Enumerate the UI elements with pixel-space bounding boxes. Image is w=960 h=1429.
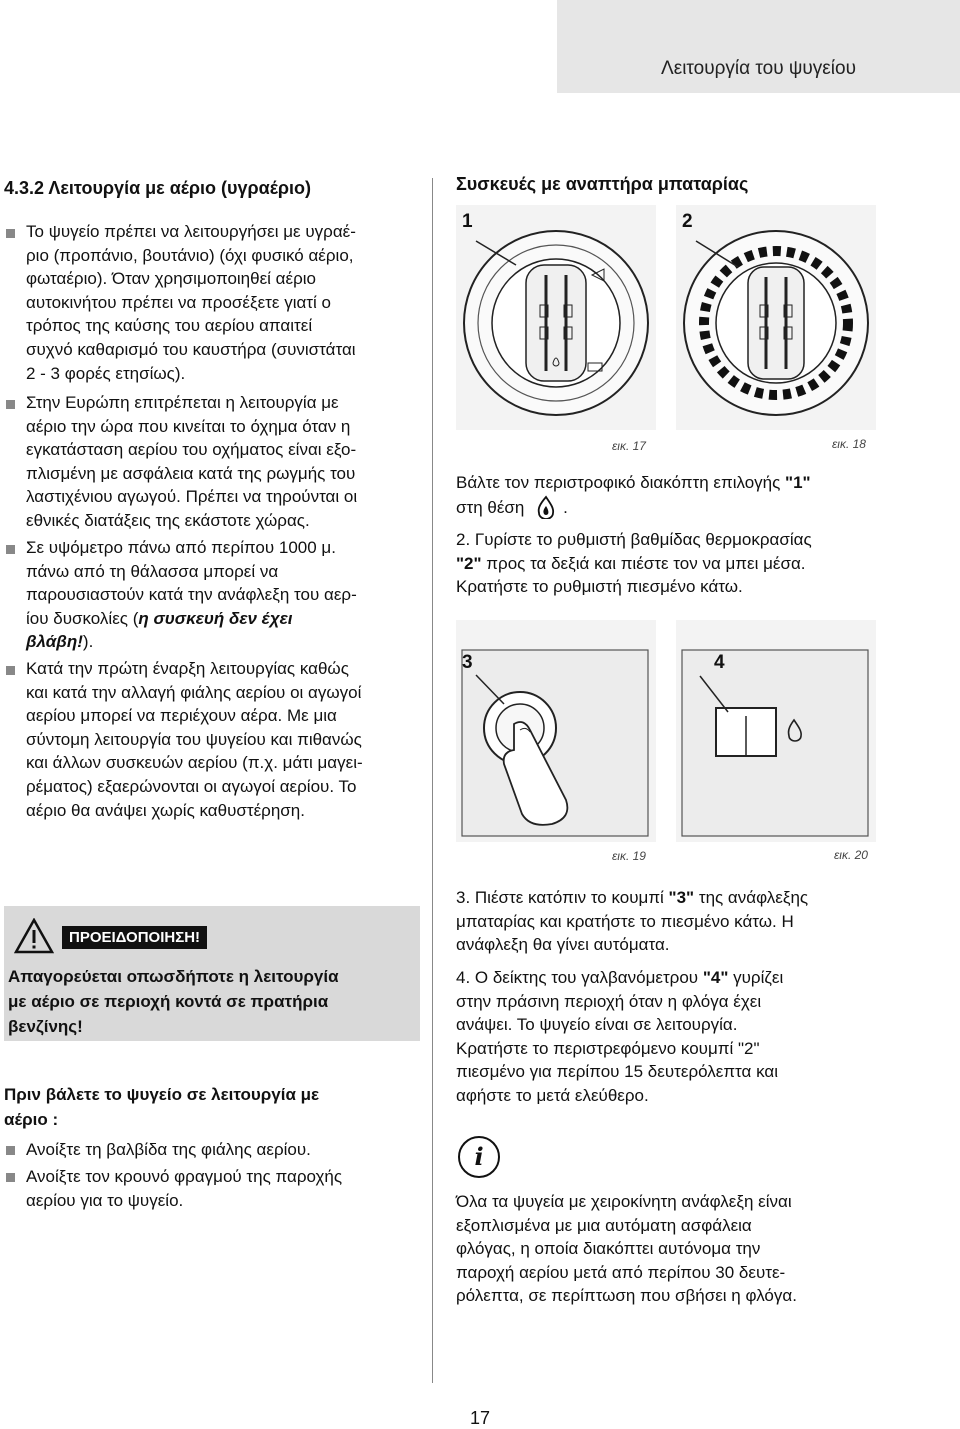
text-line <box>456 966 876 990</box>
text-line: Στην Ευρώπη επιτρέπεται η λειτουργία με <box>26 393 339 412</box>
text-line: τρόπος της καύσης του αερίου απαιτεί <box>26 316 313 336</box>
text-line: εθνικές διατάξεις της εκάστοτε χώρας. <box>26 510 310 530</box>
text-line: φλόγας, η οποία διακόπτει αυτόνομα την <box>456 1239 761 1259</box>
text-line: παροχή αερίου μετά από περίπου 30 δευτε- <box>456 1262 786 1282</box>
text-line: και κατά την αλλαγή φιάλης αερίου οι αγωγοί <box>26 682 362 702</box>
text-line: στην πράσινη περιοχή όταν η φλόγα έχει <box>456 991 762 1011</box>
temperature-knob-illustration <box>676 205 876 430</box>
figure-label: 3 <box>462 652 473 673</box>
emphasis-text: "1" <box>785 473 811 492</box>
caption-figure-18: εικ. 18 <box>832 437 866 451</box>
paragraph-bullet3 <box>26 536 426 654</box>
bullet-marker <box>6 400 15 409</box>
step3-text <box>456 886 876 957</box>
section-title-battery: Συσκευές με αναπτήρα μπαταρίας <box>456 174 749 194</box>
text-span: Βάλτε τον περιστροφικό διακόπτη επιλογής <box>456 473 786 492</box>
text-line <box>456 886 876 910</box>
caption-figure-19: εικ. 19 <box>612 849 646 863</box>
text-line: Όλα τα ψυγεία με χειροκίνητη ανάφλεξη είναι <box>456 1192 792 1211</box>
text-line: αφήστε το μετά ελεύθερο. <box>456 1085 649 1105</box>
text-span: προς τα δεξιά και πιέστε τον να μπει μέσα. <box>481 553 806 573</box>
text-line: λαστιχένιου αγωγού. Πρέπει να τηρούνται οι <box>26 487 358 507</box>
text-line: ανάφλεξη θα γίνει αυτόματα. <box>456 935 670 955</box>
info-icon <box>456 1134 502 1180</box>
step1-text <box>456 471 876 519</box>
section-title-gas: 4.3.2 Λειτουργία με αέριο (υγραέριο) <box>4 178 311 198</box>
figure-label: 1 <box>462 211 473 232</box>
paragraph-bullet2 <box>26 391 426 533</box>
paragraph-bullet4 <box>26 657 426 822</box>
bullet-marker <box>6 666 15 675</box>
text-line: εγκατάσταση αερίου του οχήματος είναι εξο- <box>26 440 357 460</box>
text-line: ριο (προπάνιο, βουτάνιο) (όχι φυσικό αέριο, <box>26 245 354 265</box>
text-span: της ανάφλεξης <box>694 888 809 907</box>
text-line: ανάψει. Το ψυγείο είναι σε λειτουργία. <box>456 1015 738 1035</box>
text-line: αέριο θα ανάψει χωρίς καθυστέρηση. <box>26 800 305 820</box>
text-line: 2 - 3 φορές ετησίως). <box>26 363 186 383</box>
bullet-marker <box>6 229 15 238</box>
column-divider <box>432 178 433 1383</box>
bullet-marker <box>6 1173 15 1182</box>
warning-box <box>4 906 420 1041</box>
paragraph-bullet1 <box>26 220 426 385</box>
info-note <box>456 1190 876 1308</box>
figure-20 <box>676 620 876 842</box>
before-bullet1: Ανοίξτε τη βαλβίδα της φιάλης αερίου. <box>26 1140 311 1159</box>
figure-label: 2 <box>682 211 693 232</box>
text-line <box>26 630 426 654</box>
text-span: ίου δυσκολίες ( <box>26 608 139 628</box>
page-number: 17 <box>469 1408 491 1428</box>
text-line: αερίου μπορεί να περιέχουν αέρα. Με μια <box>26 706 337 726</box>
step4-text <box>456 966 876 1108</box>
text-line: αέριο την ώρα που κινείται το όχημα όταν η <box>26 416 351 436</box>
before-operation-title <box>4 1082 424 1132</box>
text-line: παρουσιαστούν κατά την ανάφλεξη του αερ- <box>26 585 357 605</box>
ignition-button-illustration <box>456 620 656 842</box>
text-line <box>456 471 876 495</box>
text-line: πλισμένη με ασφάλεια κατά της ρωγμής του <box>26 463 356 483</box>
text-line: ρόλεπτα, σε περίπτωση που σβήσει η φλόγα. <box>456 1286 797 1306</box>
text-line: συχνό καθαρισμό του καυστήρα (συνιστάται <box>26 339 356 359</box>
text-line: Κρατήστε το ρυθμιστή πιεσμένο κάτω. <box>456 577 743 597</box>
text-line: 2. Γυρίστε το ρυθμιστή βαθμίδας θερμοκρασίας <box>456 530 812 549</box>
text-line: Πριν βάλετε το ψυγείο σε λειτουργία με <box>4 1085 320 1104</box>
text-line: φωταέριο). Όταν χρησιμοποιηθεί αέριο <box>26 269 316 289</box>
text-line: Απαγορεύεται οπωσδήποτε η λειτουργία <box>8 967 339 986</box>
figure-label: 4 <box>714 652 725 673</box>
bullet-marker <box>6 545 15 554</box>
text-line: ρέματος) εξαερώνονται οι αγωγοί αερίου. Το <box>26 776 357 796</box>
selector-knob-illustration <box>456 205 656 430</box>
caption-figure-20: εικ. 20 <box>834 848 868 862</box>
text-line: Κρατήστε το περιστρεφόμενο κουμπί "2" <box>456 1038 760 1058</box>
step2-text <box>456 528 886 599</box>
warning-badge: ΠΡΟΕΙΔΟΠΟΙΗΣΗ! <box>62 926 207 949</box>
text-line: με αέριο σε περιοχή κοντά σε πρατήρια <box>8 992 329 1011</box>
emphasis-text: "2" <box>456 553 482 573</box>
emphasis-text: "4" <box>702 968 729 987</box>
text-line: Ανοίξτε τον κρουνό φραγμού της παροχής <box>26 1167 343 1186</box>
text-line: αερίου για το ψυγείο. <box>26 1190 184 1210</box>
text-line: Σε υψόμετρο πάνω από περίπου 1000 μ. <box>26 538 336 557</box>
figure-17 <box>456 205 656 430</box>
header-title: Λειτουργία του ψυγείου <box>661 58 856 79</box>
text-line: μπαταρίας και κρατήστε το πιεσμένο κάτω. Η <box>456 911 794 931</box>
text-line: πιεσμένο για περίπου 15 δευτερόλεπτα και <box>456 1062 778 1082</box>
svg-text:i: i <box>474 1142 484 1171</box>
text-line <box>456 552 886 576</box>
text-span: ). <box>82 632 94 652</box>
text-line: βενζίνης! <box>8 1017 83 1036</box>
caption-figure-17: εικ. 17 <box>612 439 646 453</box>
text-line: πάνω από τη θάλασσα μπορεί να <box>26 561 279 581</box>
galvanometer-illustration <box>676 620 876 842</box>
flame-icon <box>529 495 563 519</box>
emphasis-text: η συσκευή δεν έχει <box>138 608 293 628</box>
text-line <box>26 607 426 631</box>
text-line <box>456 495 876 520</box>
emphasis-text: "3" <box>668 888 695 907</box>
header-box <box>557 0 960 93</box>
emphasis-text: βλάβη! <box>26 632 83 652</box>
text-line: αέριο : <box>4 1110 59 1129</box>
text-span: 4. Ο δείκτης του γαλβανόμετρου <box>456 968 703 987</box>
text-line: και άλλων συσκευών αερίου (π.χ. μάτι μαγει- <box>26 753 363 773</box>
text-line: εξοπλισμένα με μια αυτόματη ασφάλεια <box>456 1215 752 1235</box>
text-span: 3. Πιέστε κατόπιν το κουμπί <box>456 888 669 907</box>
figure-19 <box>456 620 656 842</box>
text-span: . <box>563 497 568 517</box>
warning-triangle-icon <box>14 918 54 954</box>
bullet-marker <box>6 1146 15 1155</box>
text-line: αυτοκινήτου πρέπει να προσέξετε γιατί ο <box>26 292 331 312</box>
text-span: γυρίζει <box>728 968 784 987</box>
warning-text <box>8 964 413 1039</box>
figure-18 <box>676 205 876 430</box>
text-line: Το ψυγείο πρέπει να λειτουργήσει με υγραέ- <box>26 222 356 241</box>
text-line: σύντομη λειτουργία του ψυγείου και πιθανώς <box>26 729 362 749</box>
text-line: Κατά την πρώτη έναρξη λειτουργίας καθώς <box>26 659 349 678</box>
text-span: στη θέση <box>456 497 525 517</box>
before-bullet2 <box>26 1165 426 1212</box>
